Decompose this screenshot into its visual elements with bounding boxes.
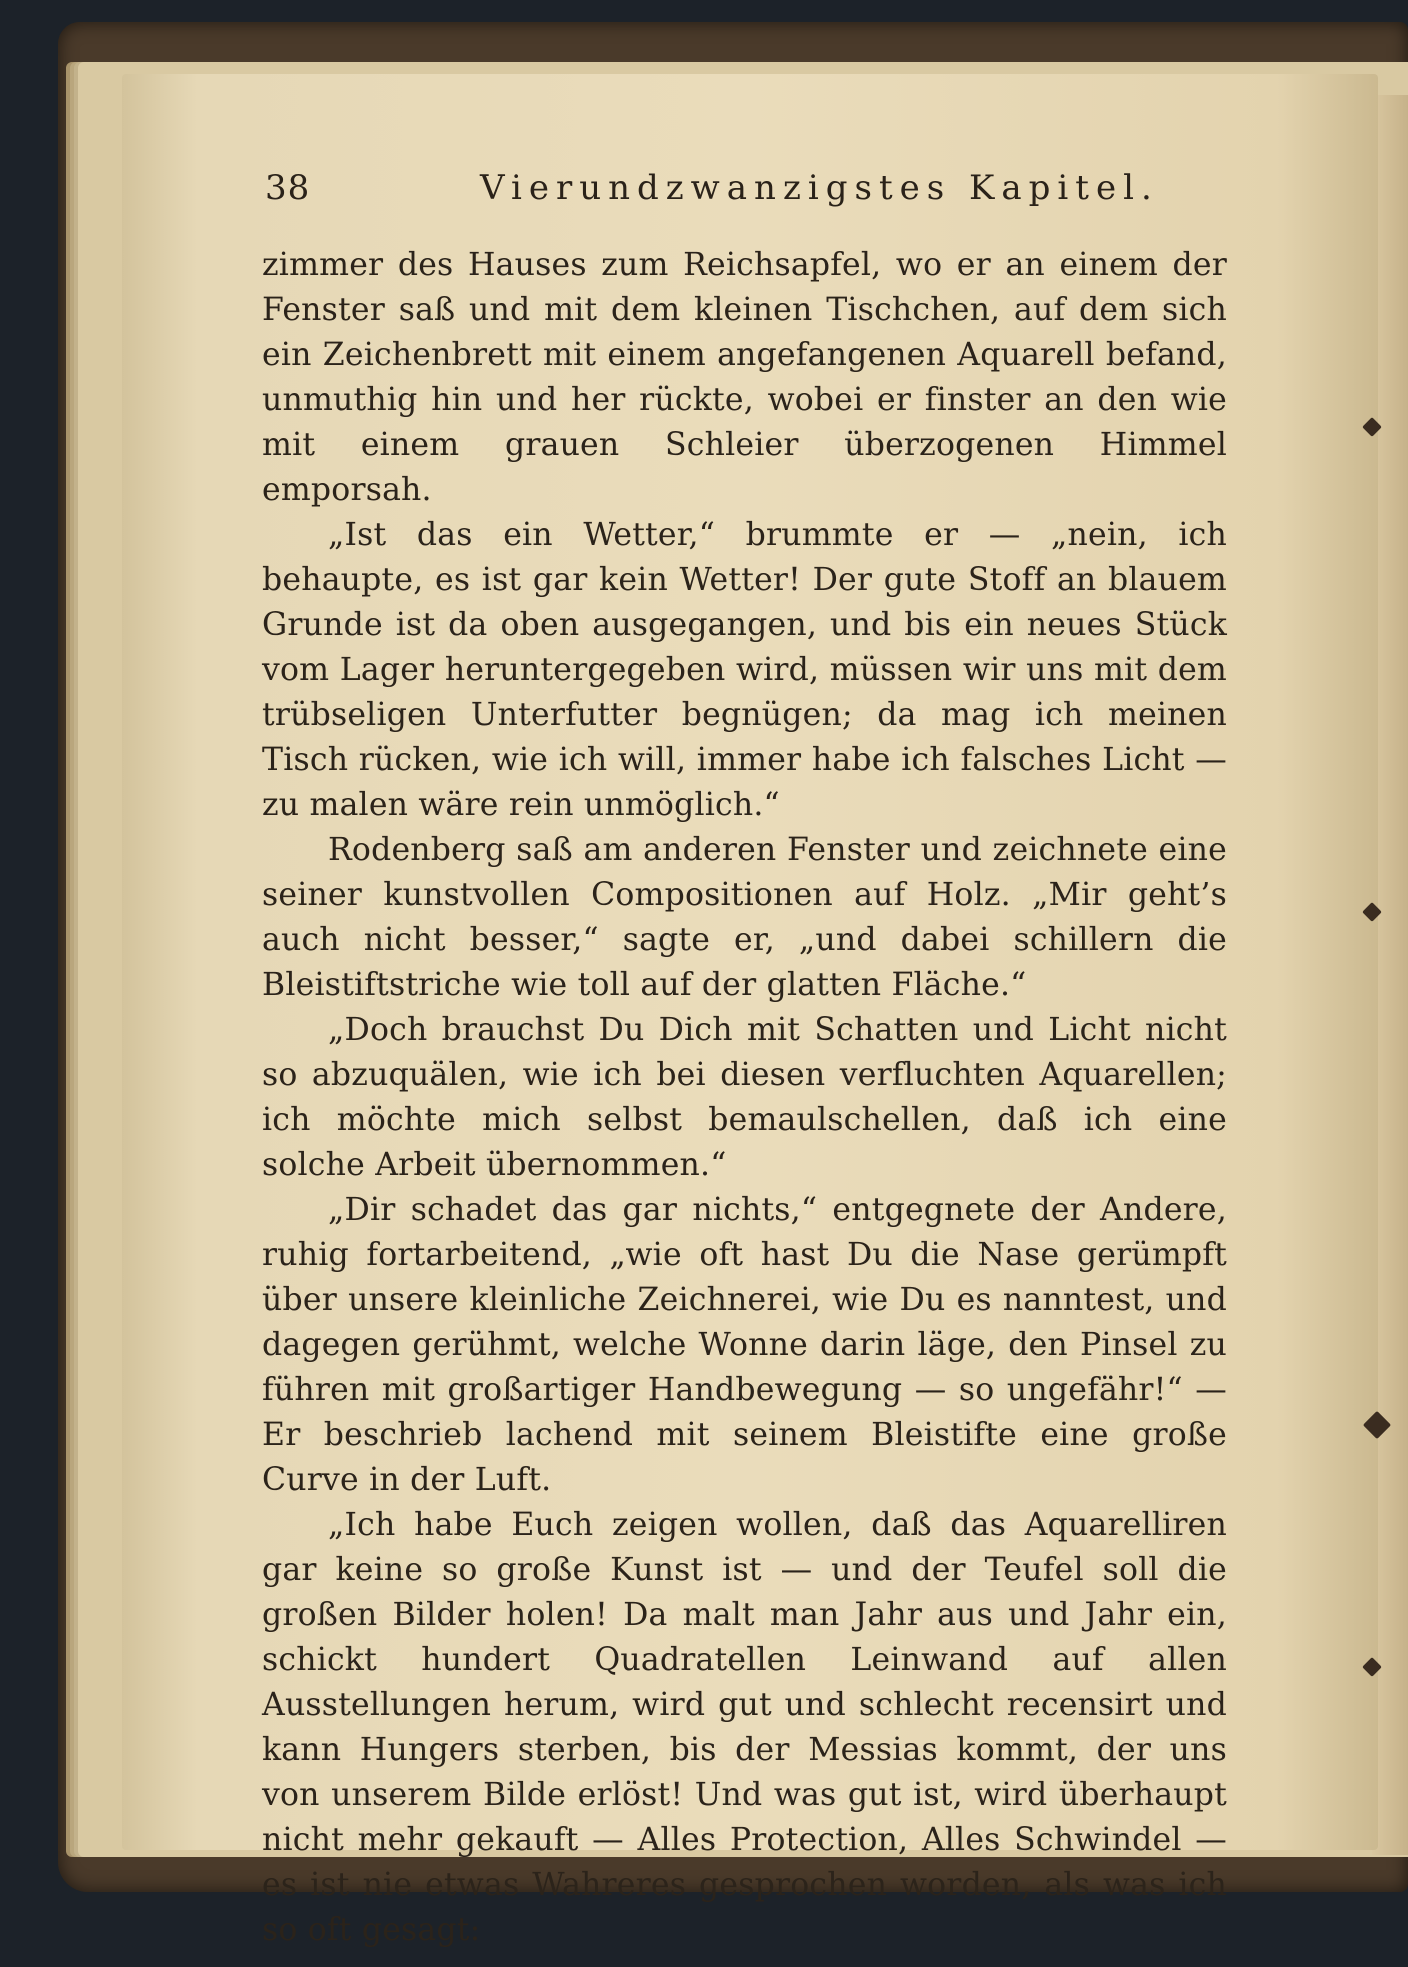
paragraph: „Doch brauchst Du Dich mit Schatten und Licht nicht so abzuquälen, wie ich bei diesen verfluchten Aquarellen; ich möchte mich selbst bemaulschellen, daß ich eine solche Arbeit übernommen.“ xyxy=(262,1012,1227,1183)
paragraph: „Dir schadet das gar nichts,“ entgegnete der Andere, ruhig fortarbeitend, „wie oft hast Du die Nase gerümpft über unsere kleinliche Zeichnerei, wie Du es nanntest, und dagegen gerühmt, welche Wonne darin läge, den Pinsel zu führen mit großartiger Handbewegung — so ungefähr!“ — Er beschrieb lachend mit seinem Bleistifte eine große Curve in der Luft. xyxy=(262,1192,1227,1498)
paragraph: „Ich habe Euch zeigen wollen, daß das Aquarelliren gar keine so große Kunst ist — und der Teufel soll die großen Bilder holen! Da malt man Jahr aus und Jahr ein, schickt hundert Quadratellen Leinwand auf allen Ausstellungen herum, wird gut und schlecht recensirt und kann Hungers sterben, bis der Messias kommt, der uns von unserem Bilde erlöst! Und was gut ist, wird überhaupt nicht mehr gekauft — Alles Protection, Alles Schwindel — es ist nie etwas Wahreres gesprochen worden, als was ich so oft gesagt: xyxy=(262,1507,1227,1948)
page-number: 38 xyxy=(265,168,311,208)
paragraph: Rodenberg saß am anderen Fenster und zeichnete eine seiner kunstvollen Compositionen auf Holz. „Mir geht’s auch nicht besser,“ sagte er, „und dabei schillern die Bleistiftstriche wie toll auf der glatten Fläche.“ xyxy=(262,832,1227,1003)
running-title: Vierundzwanzigstes Kapitel. xyxy=(480,168,1159,208)
paragraph: „Ist das ein Wetter,“ brummte er — „nein, ich behaupte, es ist gar kein Wetter! Der gute Stoff an blauem Grunde ist da oben ausgegangen, und bis ein neues Stück vom Lager heruntergegeben wird, müssen wir uns mit dem trübseligen Unterfutter begnügen; da mag ich meinen Tisch rücken, wie ich will, immer habe ich falsches Licht — zu malen wäre rein unmöglich.“ xyxy=(262,517,1227,823)
page-header xyxy=(265,168,1225,218)
body-text xyxy=(262,243,1227,1953)
paragraph: zimmer des Hauses zum Reichsapfel, wo er an einem der Fenster saß und mit dem kleinen Tischchen, auf dem sich ein Zeichenbrett mit einem angefangenen Aquarell befand, unmuthig hin und her rückte, wobei er finster an den wie mit einem grauen Schleier überzogenen Himmel emporsah. xyxy=(262,247,1227,508)
